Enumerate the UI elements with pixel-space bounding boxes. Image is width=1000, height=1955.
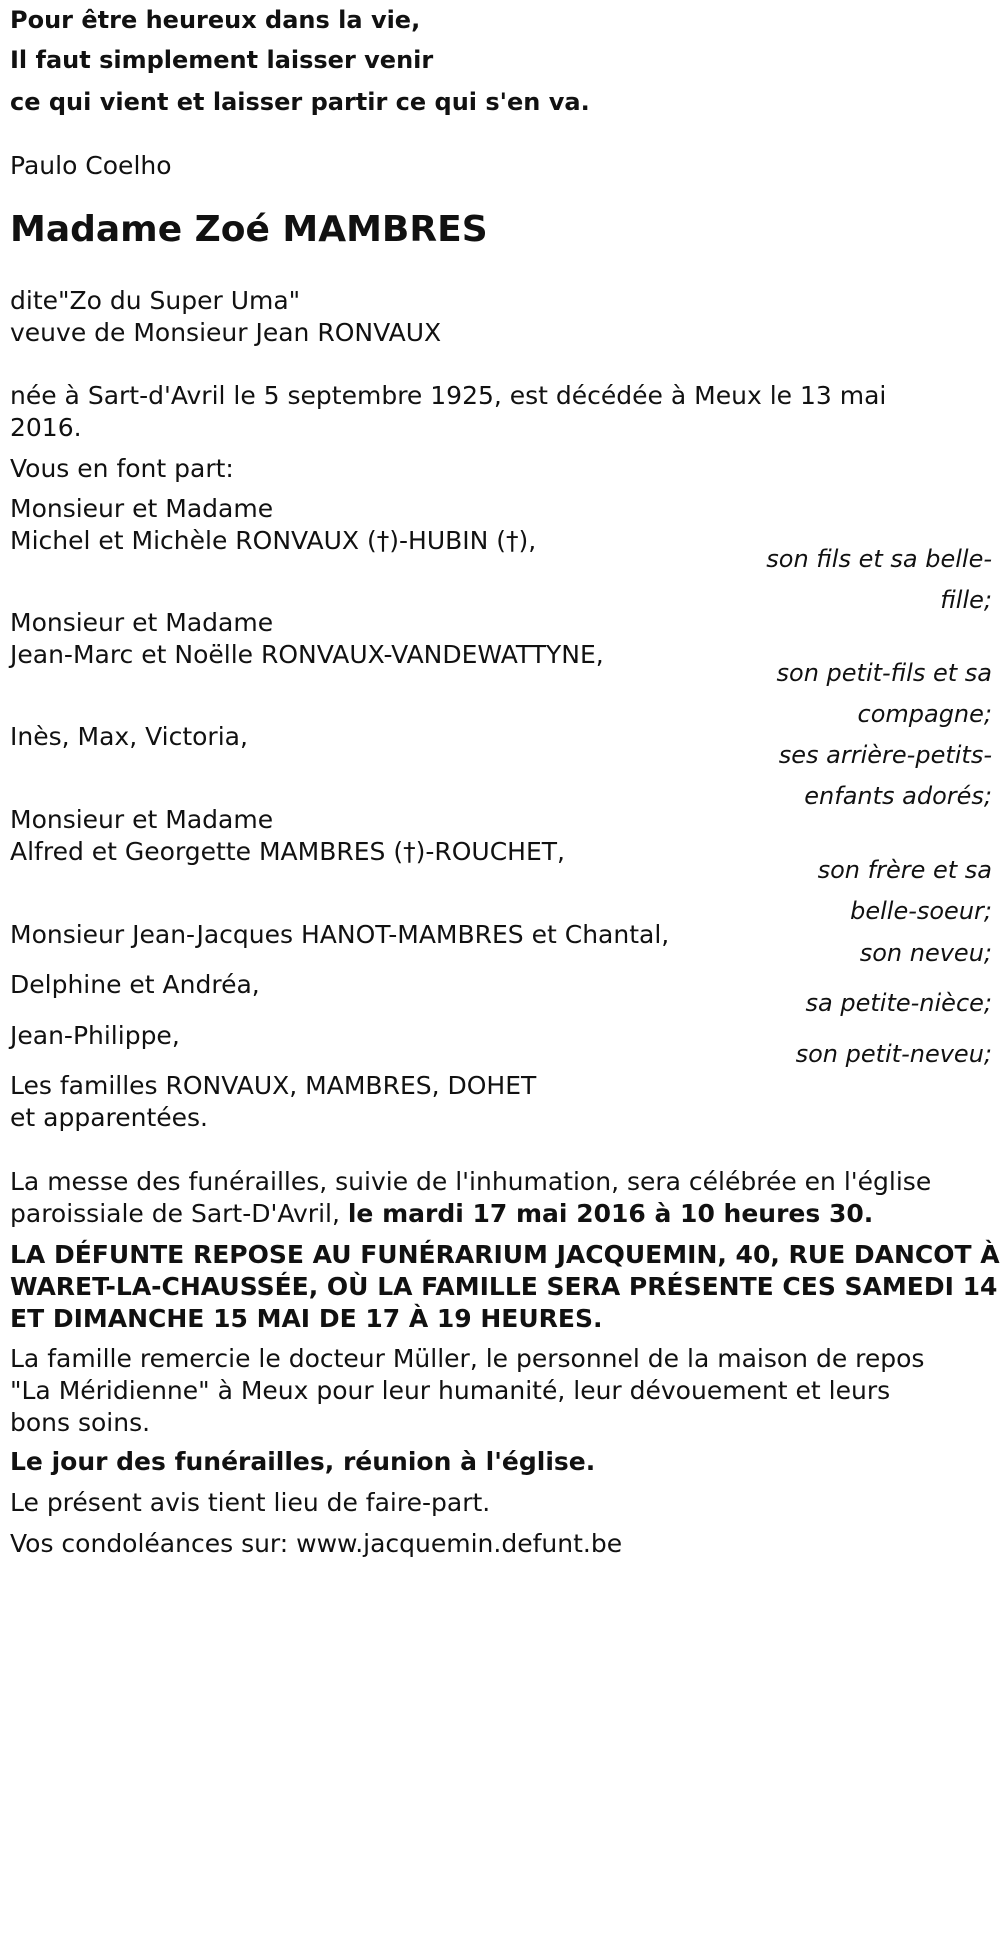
family-3-relation-line-1: ses arrière-petits-	[778, 741, 992, 769]
family-1-relation-line-2: fille;	[940, 586, 992, 614]
birth-death-line-2: 2016.	[10, 413, 82, 442]
family-5-relation: son neveu;	[859, 939, 992, 967]
family-6-relation: sa petite-nièce;	[805, 989, 992, 1017]
thanks-line-1: La famille remercie le docteur Müller, le personnel de la maison de repos	[10, 1344, 925, 1373]
condolences-label: Vos condoléances sur:	[10, 1529, 297, 1558]
mass-line-2	[10, 1199, 873, 1228]
condolences	[10, 1529, 622, 1558]
family-1-relation	[732, 539, 992, 621]
family-7-line-1: Jean-Philippe,	[10, 1021, 180, 1050]
family-4-relation-line-1: son frère et sa	[817, 856, 992, 884]
mass-date-time: le mardi 17 mai 2016 à 10 heures 30.	[347, 1199, 874, 1228]
family-2-relation	[732, 653, 992, 735]
families-line-1: Les familles RONVAUX, MAMBRES, DOHET	[10, 1071, 537, 1100]
family-3-relation	[732, 735, 992, 817]
family-1-line-2: Michel et Michèle RONVAUX (†)-HUBIN (†),	[10, 526, 537, 555]
repose-line-1: LA DÉFUNTE REPOSE AU FUNÉRARIUM JACQUEMIN, 40, RUE DANCOT À	[10, 1240, 1000, 1269]
announcement: Vous en font part:	[10, 454, 234, 483]
mass-line-1: La messe des funérailles, suivie de l'inhumation, sera célébrée en l'église	[10, 1167, 932, 1196]
mass-place: paroissiale de Sart-D'Avril,	[10, 1199, 348, 1228]
birth-death-line-1: née à Sart-d'Avril le 5 septembre 1925, est décédée à Meux le 13 mai	[10, 381, 887, 410]
condolences-link[interactable]: www.jacquemin.defunt.be	[296, 1529, 623, 1558]
family-4-line-1: Monsieur et Madame	[10, 805, 274, 834]
family-1-relation-line-1: son fils et sa belle-	[766, 545, 992, 573]
notice: Le présent avis tient lieu de faire-part.	[10, 1488, 491, 1517]
family-1-line-1: Monsieur et Madame	[10, 494, 274, 523]
widow-of: veuve de Monsieur Jean RONVAUX	[10, 318, 442, 347]
thanks-line-3: bons soins.	[10, 1408, 151, 1437]
family-2-line-1: Monsieur et Madame	[10, 608, 274, 637]
family-4-relation-line-2: belle-soeur;	[850, 897, 992, 925]
deceased-name: Madame Zoé MAMBRES	[10, 209, 488, 250]
families-line-2: et apparentées.	[10, 1103, 208, 1132]
family-5-line-1: Monsieur Jean-Jacques HANOT-MAMBRES et Chantal,	[10, 920, 670, 949]
repose-line-3: ET DIMANCHE 15 MAI DE 17 À 19 HEURES.	[10, 1304, 603, 1333]
family-6-line-1: Delphine et Andréa,	[10, 970, 260, 999]
family-2-line-2: Jean-Marc et Noëlle RONVAUX-VANDEWATTYNE,	[10, 640, 604, 669]
quote-line-3: ce qui vient et laisser partir ce qui s'en va.	[10, 88, 590, 116]
funeral-meeting: Le jour des funérailles, réunion à l'église.	[10, 1447, 596, 1476]
quote-line-1: Pour être heureux dans la vie,	[10, 6, 421, 34]
family-2-relation-line-2: compagne;	[857, 700, 992, 728]
quote-author: Paulo Coelho	[10, 151, 172, 180]
nickname: dite"Zo du Super Uma"	[10, 286, 301, 315]
family-7-relation: son petit-neveu;	[795, 1040, 992, 1068]
family-3-relation-line-2: enfants adorés;	[804, 782, 992, 810]
family-4-relation	[732, 850, 992, 932]
family-3-line-1: Inès, Max, Victoria,	[10, 722, 248, 751]
quote-line-2: Il faut simplement laisser venir	[10, 46, 434, 74]
family-4-line-2: Alfred et Georgette MAMBRES (†)-ROUCHET,	[10, 837, 565, 866]
thanks-line-2: "La Méridienne" à Meux pour leur humanité, leur dévouement et leurs	[10, 1376, 891, 1405]
repose-line-2: WARET-LA-CHAUSSÉE, OÙ LA FAMILLE SERA PRÉSENTE CES SAMEDI 14	[10, 1272, 998, 1301]
family-2-relation-line-1: son petit-fils et sa	[776, 659, 992, 687]
